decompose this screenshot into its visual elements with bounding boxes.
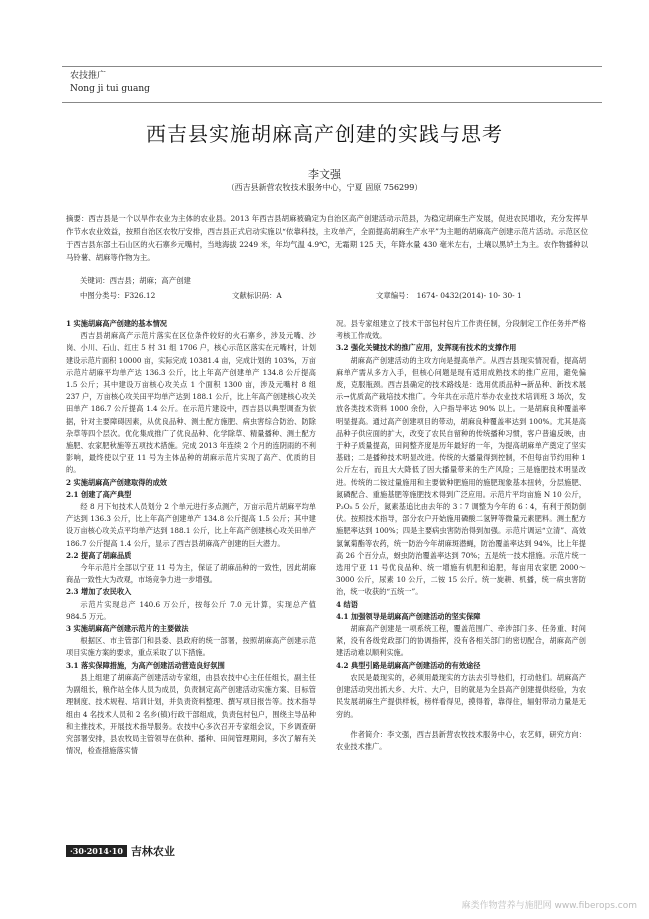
author-note: 作者简介：李文强，西吉县新营农牧技术服务中心，农艺师，研究方向：农业技术推广。: [336, 729, 586, 751]
subsection-heading: 3.1 落实保障措施，为高产创建活动营造良好氛围: [66, 660, 225, 670]
page-footer: [66, 843, 175, 859]
subsection-heading: 4.2 典型引路是胡麻高产创建活动的有效途径: [336, 660, 481, 670]
subsection-heading: 2.3 增加了农民收入: [66, 587, 132, 597]
paragraph: 今年示范片全部以宁亚 11 号为主，保证了胡麻品种的一致性，因此胡麻商品一致性大为改观，市场竞争力进一步增强。: [66, 563, 316, 585]
paragraph: 西吉县胡麻高产示范片落实在区位条件较好的火石寨乡，涉及元嘴、沙岗、小川、石山、红庄 5 村 31 组 1706 户，核心示范区落实在元嘴村，计划建设示范片面积 10000 亩，实际完成 10381.4 亩，完成计划的 103%，万亩示范片胡麻平均单产达 136.3 公斤，比上年高产创建单产 134.8 公斤提高 1.5 公斤；其中建设万亩核心攻关点 1 个面积 1300 亩，涉及元嘴村 8 组 237 户，万亩核心攻关田平均单产达到 188.1 公斤，比上年高产创建核心攻关田单产 186.7 公斤提高 1.4 公斤。在示范片建设中，西吉县以典型调查为依据，针对主要障碍因素，从优良品种、测土配方施肥、病虫害综合防治、防除杂草等四个层次。优化集成推广了优良品种、化学除草、精量播种、测土配方施肥、农家肥秋施等五项技术措施。完成 2013 年连续 2 个月的连阴雨的不利影响，最终使以宁亚 11 号为主体品种的胡麻示范片实现了高产、优质的目的。: [66, 331, 316, 475]
section-heading: 1 实施胡麻高产创建的基本情况: [66, 319, 167, 328]
section-tag-cn: 农技推广: [70, 71, 107, 81]
header-bottom-rule: [62, 102, 602, 103]
section-heading: 4 结语: [336, 599, 358, 609]
article-number: 文章编号： 1674- 0432(2014)- 10- 30- 1: [376, 291, 522, 300]
paragraph: 农民是最现实的，必须用最现实的方法去引导他们，打动他们。胡麻高产创建活动突出抓大乡、大片、大户，目的就是为全县高产创建提供经验，为农民发展胡麻生产提供样板，榜样看得见，摸得着，靠得住，辐射带动力量是无穷的。: [336, 672, 586, 719]
watermark: 麻类作物营养与施肥网 www.fiberops.com: [461, 901, 637, 911]
paragraph: 况。县专家组建立了技术干部包村包片工作责任制，分段制定工作任务并严格考核工作成效。: [336, 319, 586, 341]
subsection-heading: 2.1 创建了高产典型: [66, 489, 132, 499]
magazine-name: 吉林农业: [130, 845, 175, 858]
article-affiliation: （西吉县新营农牧技术服务中心，宁夏 固原 756299）: [226, 183, 423, 192]
subsection-heading: 2.2 提高了胡麻品质: [66, 550, 132, 560]
article-abstract: 摘要：西吉县是一个以旱作农业为主体的农业县。2013 年西吉县胡麻被确定为自治区高产创建活动示范县，为稳定胡麻生产发展，促进农民增收，充分发挥旱作节水农业效益，按照自治区农牧厅安排，西吉县正式启动实施以“依靠科技，主攻单产，全面提高胡麻生产水平”为主题的胡麻高产创建示范片活动。示范区位于西吉县东部土石山区的火石寨乡元嘴村，当地海拔 2249 米，年均气温 4.9℃，无霜期 125 天，年降水量 430 毫米左右，土壤以黑垆土为主。农作物播种以马铃薯、胡麻等作物为主。: [66, 214, 588, 262]
document-code: 文献标识码：A: [232, 291, 282, 300]
paragraph: 示范片实现总产 140.6 万公斤，按每公斤 7.0 元计算，实现总产值 984.5 万元。: [66, 599, 316, 621]
section-heading: 2 实施胡麻高产创建取得的成效: [66, 477, 167, 487]
page-number: ·30·2014·10: [66, 845, 127, 857]
section-tag-pinyin: Nong ji tui guang: [70, 84, 150, 94]
paragraph: 胡麻高产创建活动的主攻方向是提高单产。从西吉县现实情况看，提高胡麻单产需从多方入手，但核心问题是现有适用成熟技术的推广应用，避免偏废，克服瓶颈。西吉县确定的技术路线是：选用优质品种→新品种、新技术展示→优质高产栽培技术推广。今年共在示范片举办农业技术培训班 3 场次，发放各类技术资料 1000 余份，入户指导率达 90% 以上。一是胡麻良种覆盖率明显提高。通过高产创建项目的带动，胡麻良种覆盖率达到 100%。尤其是高品种子供应面的扩大，改变了农民自留种的传统播种习惯，客户普遍反映，由于种子质量提高，田间整齐度是历年最好的一年，为提高胡麻单产奠定了坚实基础；二是播种技术明显改进。传统的大播量得到控制，不但每亩节约用种 1 公斤左右，而且大大降低了因大播量带来的生产风险；三是施肥技术明显改进。传统的二铵过量施用和主要做种肥施用的施肥现象基本扭转，分层施肥、氮磷配合、重施基肥等施肥技术得到广泛应用。示范片平均亩施 N 10 公斤，P₂O₅ 5 公斤，氮素基追比由去年的 3∶7 调整为今年的 6∶4，有利于预防倒伏。按照技术指导，部分农户开始施用磷酸二氢钾等微量元素肥料。测土配方施肥率达到 100%；四是主要病虫害防治得到加强。示范片调运“立清”、高效氯氰菊酯等农药，统一防治今年胡麻斑潜蝇，防治覆盖率达到 94%，比上年提高 26 个百分点，蚜虫防治覆盖率达到 70%；五是统一技术措施。示范片统一选用宁亚 11 号优良品种、统一增施有机肥和追肥，每亩用农家肥 2000～3000 公斤，尿素 10 公斤，二铵 15 公斤。统一旋耕、机播，统一病虫害防治，统一收获的“五统一”。: [336, 355, 586, 597]
section-tag: [70, 70, 150, 96]
paragraph: 胡麻高产创建是一项系统工程，覆盖范围广、牵涉部门多、任务重、时间紧，没有各级党政部门的协调指挥，没有各相关部门的密切配合，胡麻高产创建活动难以顺利实施。: [336, 624, 586, 658]
header-top-rule: [62, 66, 602, 67]
paragraph: 经 8 月下旬技术人员划分 2 个单元进行多点测产，万亩示范片胡麻平均单产达到 136.3 公斤，比上年高产创建单产 134.8 公斤提高 1.5 公斤；其中建设万亩核心攻关点平均单产达到 188.1 公斤，比上年高产创建核心攻关田单产 186.7 公斤提高 1.4 公斤，显示了西吉县胡麻高产创建的巨大潜力。: [66, 502, 316, 548]
article-title: 西吉县实施胡麻高产创建的实践与思考: [146, 122, 503, 146]
paragraph: 根据区、市主管部门和县委、县政府的统一部署，按照胡麻高产创建示范项目实施方案的要求，重点采取了以下措施。: [66, 636, 316, 658]
article-author: 李文强: [308, 168, 341, 181]
clc-number: 中图分类号：F326.12: [80, 291, 156, 300]
paragraph: 县上组建了胡麻高产创建活动专家组，由县农技中心主任任组长，副主任为副组长，粮作站全体人员为成员，负责制定高产创建活动实施方案、目标管理制度、技术规程、培训计划，并负责资料整理、撰写项目报告等。技术指导组由 4 名技术人员和 2 名乡(镇)行政干部组成，负责包村包户，围绕主导品种和主推技术，开展技术指导服务。农技中心多次召开专家组会议，下乡调查研究部署安排，县农牧局主管领导在供种、播种、田间管理期间，多次了解有关情况，检查措施落实情: [66, 672, 316, 756]
right-column: [336, 318, 586, 753]
left-column: [66, 318, 316, 757]
subsection-heading: 4.1 加强领导是胡麻高产创建活动的坚实保障: [336, 611, 481, 621]
section-heading: 3 实施胡麻高产创建示范片的主要做法: [66, 624, 189, 634]
subsection-heading: 3.2 强化关键技术的推广应用，发挥现有技术的支撑作用: [336, 343, 517, 353]
article-keywords: 关键词：西吉县；胡麻；高产创建: [80, 276, 191, 285]
